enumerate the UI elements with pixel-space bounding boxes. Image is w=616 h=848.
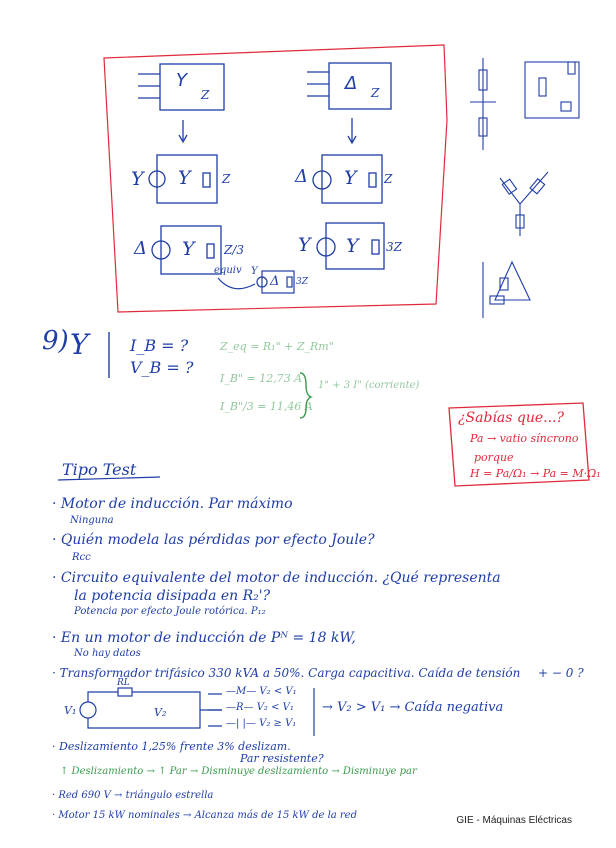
mid-left-prefix: Y — [131, 168, 144, 190]
mid-right-z-label: Z — [384, 172, 393, 186]
motor-15kw-line: · Motor 15 kW nominales → Alcanza más de 15 kW de la red — [52, 810, 358, 821]
top-left-box-sub: Z — [201, 88, 210, 102]
desliz-answer: ↑ Deslizamiento → ↑ Par → Disminuye deslizamiento → Disminuye par — [60, 766, 417, 777]
red-frame — [104, 45, 447, 312]
circuit-v1-label: V₁ — [64, 704, 77, 717]
equiv-y-label: Y — [251, 266, 258, 277]
test-q4: · En un motor de inducción de Pᴺ = 18 kW, — [52, 630, 356, 646]
test-a2: Rcc — [72, 552, 91, 563]
bot-right-prefix: Y — [298, 234, 311, 256]
tipo-test-heading: Tipo Test — [62, 460, 137, 479]
sabias-line-2: porque — [474, 451, 514, 464]
footer-label: GIE - Máquinas Eléctricas — [456, 815, 572, 826]
bot-left-z-label: Z/3 — [224, 243, 245, 257]
sabias-line-1: Pa → vatio síncrono — [470, 432, 579, 445]
bot-left-box-label: Y — [182, 238, 195, 260]
q9-vb: V_B = ? — [130, 358, 194, 377]
q9-green-2: I_B" = 12,73 A — [220, 372, 303, 385]
desliz-question: · Deslizamiento 1,25% frente 3% deslizam. — [52, 740, 291, 753]
bot-right-z-label: 3Z — [386, 240, 402, 254]
mid-right-prefix: Δ — [295, 166, 308, 187]
mid-right-box-label: Y — [344, 167, 357, 189]
q9-symbol: Y — [70, 328, 89, 361]
sabias-line-3: H = Pa/Ω₁ → Pa = M·Ω₁ — [470, 467, 601, 480]
right-side-sketches — [470, 58, 579, 318]
circuit-v2-label: V₂ — [154, 706, 167, 719]
test-q2: · Quién modela las pérdidas por efecto Joule? — [52, 532, 375, 548]
test-q5-tail: + − 0 ? — [538, 666, 584, 680]
q9-ib: I_B = ? — [130, 336, 189, 355]
top-left-box-label: Y — [176, 70, 187, 91]
test-q3: · Circuito equivalente del motor de inducción. ¿Qué representa — [52, 570, 501, 586]
mid-left-z-label: Z — [222, 172, 231, 186]
test-q3-cont: la potencia disipada en R₂'? — [74, 588, 271, 604]
circuit-option-1: —M— V₂ < V₁ — [226, 686, 297, 697]
q9-green-1: Z_eq = R₁" + Z_Rm" — [220, 340, 334, 353]
q9-number: 9) — [42, 326, 69, 356]
top-right-box-label: Δ — [345, 73, 358, 94]
q9-green-3: I_B"/3 = 11,46 A — [220, 400, 313, 413]
circuit-result: → V₂ > V₁ → Caída negativa — [322, 700, 504, 715]
circuit-option-2: —R— V₂ < V₁ — [226, 702, 294, 713]
mid-left-box-label: Y — [178, 167, 191, 189]
desliz-question-cont: Par resistente? — [240, 752, 324, 765]
test-a4: No hay datos — [74, 648, 141, 659]
circuit-option-3: —| |— V₂ ≥ V₁ — [226, 718, 297, 729]
test-a3: Potencia por efecto Joule rotórica. P₁₂ — [74, 606, 266, 617]
red-690-line: · Red 690 V → triángulo estrella — [52, 790, 214, 801]
circuit-rl-label: RL — [117, 678, 130, 688]
q9-green-4: 1" + 3 I" (corriente) — [318, 380, 420, 391]
sabias-title: ¿Sabías que...? — [458, 410, 564, 426]
equiv-z-label: 3Z — [296, 277, 308, 287]
top-right-box-sub: Z — [371, 86, 380, 100]
bot-right-box-label: Y — [346, 235, 359, 257]
test-a1: Ninguna — [70, 515, 114, 526]
bot-left-prefix: Δ — [134, 238, 147, 259]
equiv-box-label: Δ — [270, 274, 280, 289]
test-q1: · Motor de inducción. Par máximo — [52, 496, 293, 512]
test-q5: · Transformador trifásico 330 kVA a 50%. Carga capacitiva. Caída de tensión — [52, 666, 521, 680]
equiv-label: equiv — [214, 265, 242, 276]
